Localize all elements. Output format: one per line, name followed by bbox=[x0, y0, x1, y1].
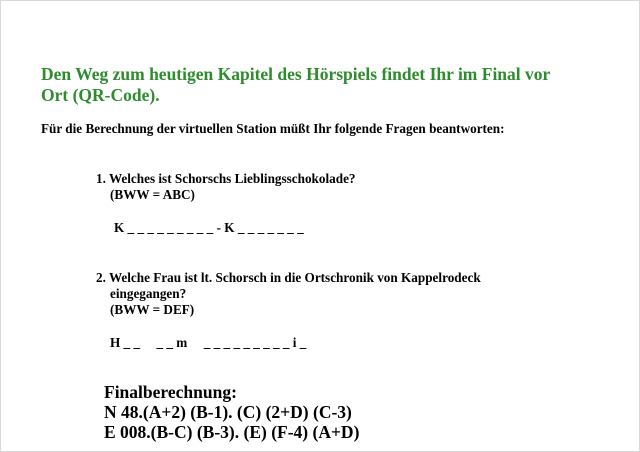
question-1-answer-pattern: K _ _ _ _ _ _ _ _ _ - K _ _ _ _ _ _ _ bbox=[114, 220, 304, 235]
question-1-text: 1. Welches ist Schorschs Lieblingsschokolade? bbox=[96, 171, 356, 186]
question-1-note: (BWW = ABC) bbox=[110, 187, 195, 202]
question-2-text-line-1: 2. Welche Frau ist lt. Schorsch in die Ortschronik von Kappelrodeck bbox=[96, 270, 481, 285]
question-2-note: (BWW = DEF) bbox=[110, 302, 195, 317]
final-title: Finalberechnung: bbox=[104, 382, 237, 402]
intro-text: Für die Berechnung der virtuellen Station müßt Ihr folgende Fragen beantworten: bbox=[41, 121, 505, 136]
heading-line-2: Ort (QR-Code). bbox=[41, 85, 160, 105]
final-calculation bbox=[104, 382, 359, 442]
question-2-text-line-2: eingegangen? bbox=[110, 286, 187, 301]
heading-line-1: Den Weg zum heutigen Kapitel des Hörspiels findet Ihr im Final vor bbox=[41, 64, 551, 84]
page-heading bbox=[41, 64, 621, 106]
final-north-coordinate: N 48.(A+2) (B-1). (C) (2+D) (C-3) bbox=[104, 402, 352, 422]
final-east-coordinate: E 008.(B-C) (B-3). (E) (F-4) (A+D) bbox=[104, 422, 360, 442]
question-1 bbox=[96, 171, 356, 203]
question-2-answer-pattern: H _ _ _ _ m _ _ _ _ _ _ _ _ _ i _ bbox=[110, 335, 307, 350]
question-2 bbox=[96, 270, 481, 318]
